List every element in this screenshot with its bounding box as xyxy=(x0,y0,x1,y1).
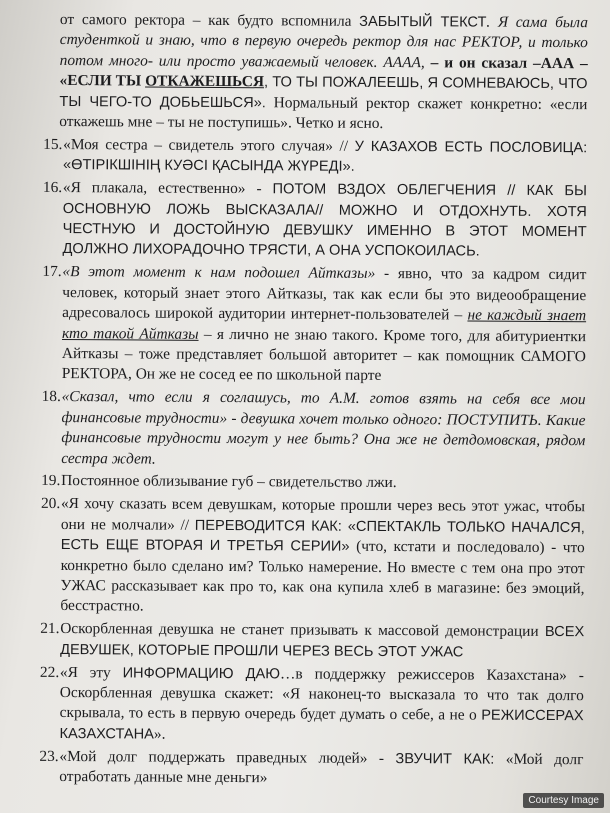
item-text: Оскорбленная девушка не станет призывать к массовой демонстрации ВСЕХ ДЕВУШЕК, КОТОРЫЕ ПРОШЛИ ЧЕРЕЗ ВЕСЬ ЭТОТ УЖАС xyxy=(60,620,585,661)
text: – и он сказал –ААА – «ЕСЛИ ТЫ xyxy=(59,54,588,90)
item-number: 20. xyxy=(40,495,61,513)
item-text: «Мой долг поддержать праведных людей» - ЗВУЧИТ КАК: «Мой долг отработать данные мне деньги» xyxy=(59,747,584,787)
item-text: «Сказал, что если я соглашусь, то А.М. готов взять на себя все мои финансовые трудности» - девушка хочет только одного: ПОСТУПИТЬ. Какие финансовые трудности могут у нее быть? Она же не детдомовская, рядом сестра ждет. xyxy=(61,388,586,468)
item-text: «Я хочу сказать всем девушкам, которые прошли через весь этот ужас, чтобы они не молчали» // ПЕРЕВОДИТСЯ КАК: «СПЕКТАКЛЬ ТОЛЬКО НАЧАЛСЯ, ЕСТЬ ЕЩЕ ВТОРАЯ И ТРЕТЬЯ СЕРИИ» (что, кстати и последовало) - что конкретно было сделано им? Только намерение. Но вместе с тем она про этот УЖАС рассказывает как про то, как она купила хлеб в магазине: без эмоций, бесстрастно. xyxy=(60,495,586,615)
printed-sheet xyxy=(39,10,588,791)
item-number: 23. xyxy=(39,747,59,765)
list-item-18 xyxy=(41,387,586,472)
list-item-16 xyxy=(42,178,587,263)
text: ЗАБЫТЫЙ ТЕКСТ xyxy=(359,13,487,31)
text: от самого ректора – как будто вспомнила xyxy=(59,10,360,30)
item-number: 19. xyxy=(41,472,61,490)
list-item-21 xyxy=(40,619,585,663)
list-item-22 xyxy=(39,663,584,748)
item-text: Постоянное облизывание губ – свидетельство лжи. xyxy=(61,472,397,492)
item-text: «Я плакала, естественно» - ПОТОМ ВЗДОХ ОБЛЕГЧЕНИЯ // КАК БЫ ОСНОВНУЮ ЛОЖЬ ВЫСКАЗАЛА// МОЖНО И ОТДОХНУТЬ. ХОТЯ ЧЕСТНУЮ И ДОСТОЙНУЮ ДЕВУШКУ ИМЕННО В ЭТОТ МОМЕНТ ДОЛЖНО ЛИХОРАДОЧНО ТРЯСТИ, А ОНА УСПОКОИЛАСЬ. xyxy=(62,179,587,261)
image-credit-badge: Courtesy Image xyxy=(523,793,604,808)
item-number: 16. xyxy=(42,179,63,197)
list-item-15 xyxy=(43,135,588,179)
text: . Я сама была студенткой и знаю, что в первую очередь ректор для нас РЕКТОР, и только потом много- или просто уважаемый человек. АААА, xyxy=(59,13,588,72)
list-item-19 xyxy=(41,471,585,495)
item-text: «Моя сестра – свидетель этого случая» // У КАЗАХОВ ЕСТЬ ПОСЛОВИЦА: «ӨТІРІКШІНІҢ КУӘСІ ҚАСЫНДА ЖҮРЕДІ». xyxy=(63,135,588,176)
text: Нормальный ректор скажет конкретно: «если откажешь мне – ты не поступишь». Четко и ясно. xyxy=(59,93,588,133)
item-number: 18. xyxy=(41,388,61,406)
text: ОТКАЖЕШЬСЯ xyxy=(145,72,265,91)
intro-paragraph xyxy=(59,10,588,136)
list-item-23 xyxy=(39,747,584,791)
text: , ТО ТЫ ПОЖАЛЕЕШЬ, Я СОМНЕВАЮСЬ, ЧТО ТЫ ЧЕГО-ТО ДОБЬЕШЬСЯ». xyxy=(59,74,588,111)
item-text: «Я эту ИНФОРМАЦИЮ ДАЮ…в поддержку режиссеров Казахстана» - Оскорбленная девушка скажет: «Я наконец-то высказала то что так долго скрывала, то есть в первую очередь будет думать о себе, а не о РЕЖИССЕРАХ КАЗАХСТАНА». xyxy=(59,663,584,743)
item-number: 21. xyxy=(40,620,60,638)
item-number: 17. xyxy=(42,263,62,281)
item-text: «В этот момент к нам подошел Айтказы» - явно, что за кадром сидит человек, который знает этого Айтказы, так как если бы это видеообращение адресовалось широкой аудитории интернет-пользователей – не каждый знает кто такой Айтказы – я лично не знаю такого. Кроме того, для абитуриентки Айтказы – тоже представляет большой авторитет – как помощник САМОГО РЕКТОРА, Он же не сосед ее по школьной парте xyxy=(61,263,587,385)
item-number: 22. xyxy=(39,663,60,681)
item-number: 15. xyxy=(43,135,63,153)
list-item-20 xyxy=(40,494,586,620)
list-item-17 xyxy=(42,262,587,388)
